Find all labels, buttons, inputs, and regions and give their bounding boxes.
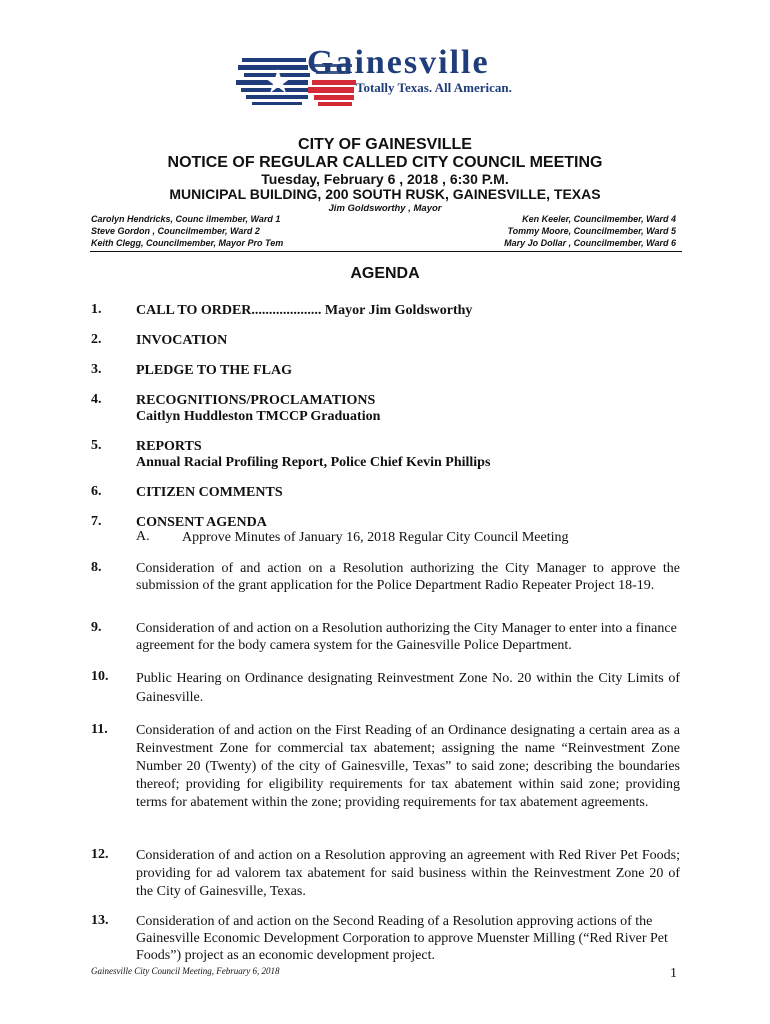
item-number: 9.	[91, 620, 102, 635]
logo-tagline: Totally Texas. All American.	[356, 80, 512, 95]
item-number: 5.	[91, 438, 102, 453]
item-number: 11.	[91, 722, 108, 737]
item-number: 6.	[91, 484, 102, 499]
item-number: 10.	[91, 669, 109, 684]
item-number: 12.	[91, 847, 109, 862]
agenda-title: AGENDA	[350, 265, 420, 282]
agenda-item-12: Consideration of and action on a Resolution approving an agreement with Red River Pet Foods; providing for ad valorem tax abatement for said business within the Reinvestment Zone 20 of the City of Gainesville, Texas.	[136, 848, 680, 899]
item-number: 4.	[91, 392, 102, 407]
item-number: 8.	[91, 560, 102, 575]
page-number: 1	[670, 966, 677, 981]
item-number: 1.	[91, 302, 102, 317]
consent-sub-item: Approve Minutes of January 16, 2018 Regular City Council Meeting	[182, 530, 569, 545]
logo-name: Gainesville	[307, 44, 490, 81]
agenda-item-reports-detail: Annual Racial Profiling Report, Police Chief Kevin Phillips	[136, 455, 491, 470]
agenda-item-8: Consideration of and action on a Resolution authorizing the City Manager to approve the submission of the grant application for the Police Department Radio Repeater Project 18-19.	[136, 561, 680, 593]
agenda-item-13: Consideration of and action on the Second Reading of a Resolution approving actions of the Gainesville Economic Development Corporation to approve Muenster Milling (“Red River Pet Foods”) project as an economic development project.	[136, 914, 668, 963]
agenda-item-consent-agenda: CONSENT AGENDA	[136, 515, 267, 530]
meeting-location: MUNICIPAL BUILDING, 200 SOUTH RUSK, GAINESVILLE, TEXAS	[169, 186, 601, 202]
header-divider	[90, 251, 682, 252]
footer-meeting-label: Gainesville City Council Meeting, February 6, 2018	[91, 966, 280, 976]
councilmember-ward-5: Tommy Moore, Councilmember, Ward 5	[507, 226, 676, 236]
meeting-date: Tuesday, February 6 , 2018 , 6:30 P.M.	[261, 171, 509, 187]
councilmember-ward-2: Steve Gordon , Councilmember, Ward 2	[91, 226, 260, 236]
item-number: 2.	[91, 332, 102, 347]
councilmember-ward-6: Mary Jo Dollar , Councilmember, Ward 6	[504, 238, 676, 248]
mayor-name: Jim Goldsworthy , Mayor	[328, 203, 442, 214]
agenda-item-10: Public Hearing on Ordinance designating Reinvestment Zone No. 20 within the City Limits of Gainesville.	[136, 671, 680, 705]
agenda-item-recognitions-detail: Caitlyn Huddleston TMCCP Graduation	[136, 409, 381, 424]
councilmember-mayor-pro-tem: Keith Clegg, Councilmember, Mayor Pro Tem	[91, 238, 284, 248]
agenda-item-9: Consideration of and action on a Resolution authorizing the City Manager to enter into a finance agreement for the body camera system for the Gainesville Police Department.	[136, 621, 677, 653]
notice-title: NOTICE OF REGULAR CALLED CITY COUNCIL MEETING	[167, 154, 603, 171]
agenda-item-invocation: INVOCATION	[136, 333, 228, 348]
councilmember-ward-1: Carolyn Hendricks, Counc ilmember, Ward 1	[91, 214, 281, 224]
city-title: CITY OF GAINESVILLE	[298, 136, 472, 153]
item-number: 3.	[91, 362, 102, 377]
agenda-item-recognitions: RECOGNITIONS/PROCLAMATIONS	[136, 393, 376, 408]
agenda-item-11: Consideration of and action on the First Reading of an Ordinance designating a certain area as a Reinvestment Zone for commercial tax abatement; assigning the name “Reinvestment Zone Number 20 (Twenty) of the city of Gainesville, Texas” to said zone; describing the boundaries thereof; providing for eligibility requirements for tax abatement within said zone; providing terms for abatement within the zone; providing requirements for tax abatement agreements.	[136, 723, 680, 810]
agenda-item-pledge: PLEDGE TO THE FLAG	[136, 363, 292, 378]
agenda-item-call-to-order: CALL TO ORDER.................... Mayor Jim Goldsworthy	[136, 303, 473, 318]
agenda-item-reports: REPORTS	[136, 439, 202, 454]
councilmember-ward-4: Ken Keeler, Councilmember, Ward 4	[522, 214, 676, 224]
agenda-item-citizen-comments: CITIZEN COMMENTS	[136, 485, 283, 500]
item-number: 13.	[91, 913, 109, 928]
consent-sub-letter: A.	[136, 529, 150, 544]
item-number: 7.	[91, 514, 102, 529]
